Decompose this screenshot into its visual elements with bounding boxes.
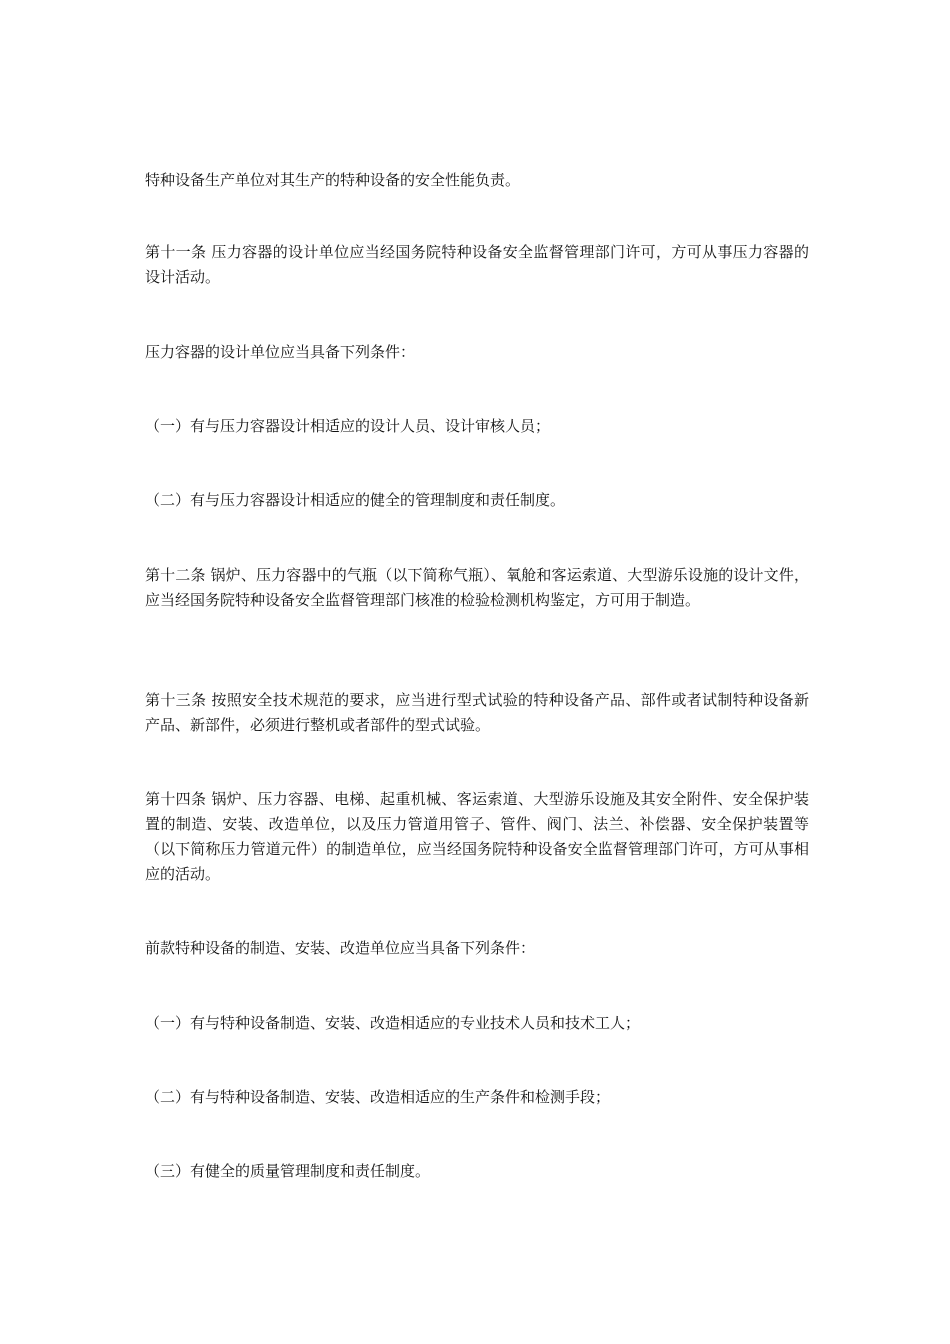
paragraph-manufacture-condition-1: （一）有与特种设备制造、安装、改造相适应的专业技术人员和技术工人； <box>145 1014 641 1032</box>
paragraph-manufacture-condition-3: （三）有健全的质量管理制度和责任制度。 <box>145 1162 431 1180</box>
paragraph-article-11: 第十一条 压力容器的设计单位应当经国务院特种设备安全监督管理部门许可，方可从事压力容器的设计活动。 <box>145 243 809 286</box>
paragraph-article-12: 第十二条 锅炉、压力容器中的气瓶（以下简称气瓶）、氧舱和客运索道、大型游乐设施的设计文件，应当经国务院特种设备安全监督管理部门核准的检验检测机构鉴定，方可用于制造。 <box>145 566 809 609</box>
paragraph-1: 特种设备生产单位对其生产的特种设备的安全性能负责。 <box>145 171 521 189</box>
paragraph-design-condition-1: （一）有与压力容器设计相适应的设计人员、设计审核人员； <box>145 417 551 435</box>
paragraph-design-conditions: 压力容器的设计单位应当具备下列条件： <box>145 343 416 361</box>
paragraph-manufacture-conditions: 前款特种设备的制造、安装、改造单位应当具备下列条件： <box>145 939 536 957</box>
paragraph-article-14: 第十四条 锅炉、压力容器、电梯、起重机械、客运索道、大型游乐设施及其安全附件、安全保护装置的制造、安装、改造单位，以及压力管道用管子、管件、阀门、法兰、补偿器、安全保护装置等（以下简称压力管道元件）的制造单位，应当经国务院特种设备安全监督管理部门许可，方可从事相应的活动。 <box>145 790 809 883</box>
paragraph-article-13: 第十三条 按照安全技术规范的要求，应当进行型式试验的特种设备产品、部件或者试制特种设备新产品、新部件，必须进行整机或者部件的型式试验。 <box>145 691 809 734</box>
paragraph-design-condition-2: （二）有与压力容器设计相适应的健全的管理制度和责任制度。 <box>145 491 566 509</box>
paragraph-manufacture-condition-2: （二）有与特种设备制造、安装、改造相适应的生产条件和检测手段； <box>145 1088 611 1106</box>
